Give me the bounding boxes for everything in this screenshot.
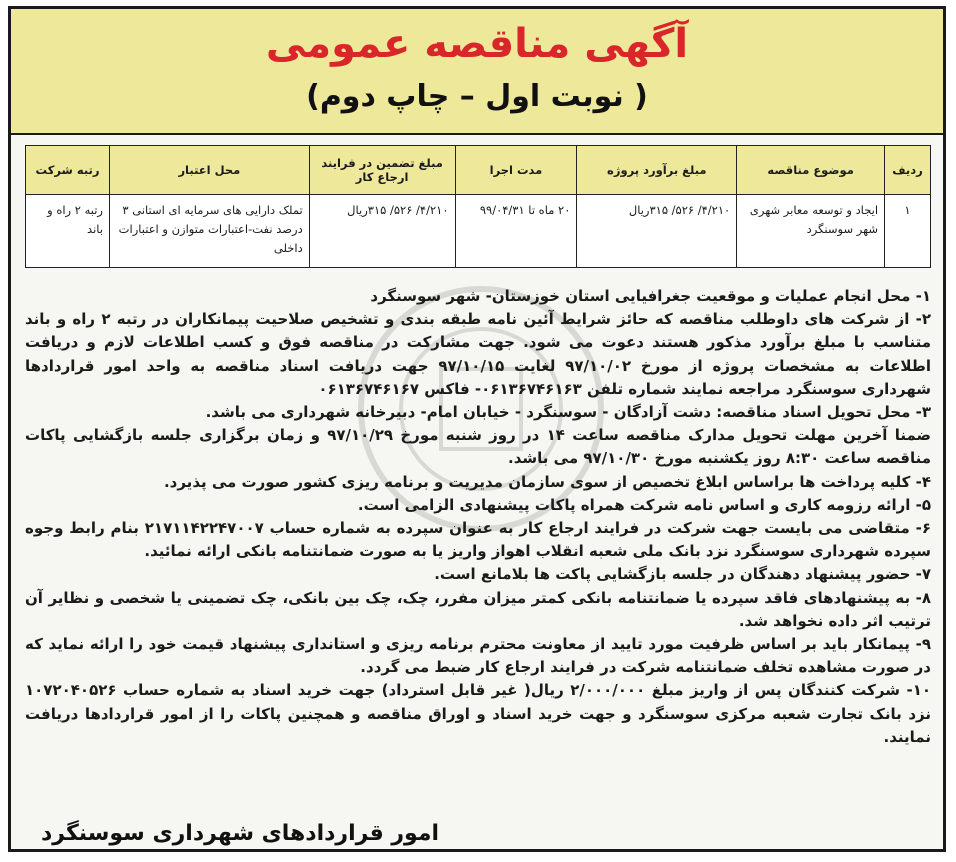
table-header-row — [26, 146, 931, 195]
tender-table — [25, 145, 931, 268]
col-header-rank: رتبه شرکت — [26, 146, 110, 195]
col-header-subject: موضوع مناقصه — [737, 146, 885, 195]
col-header-row-number: ردیف — [885, 146, 931, 195]
cell-rank: رتبه ۲ راه و باند — [26, 195, 110, 268]
clause: ۸- به پیشنهادهای فاقد سپرده یا ضمانتنامه بانکی کمتر میزان مفرر، چک، چک بین بانکی، چک تضمینی یا شخصی و نظایر آن ترتیب اثر داده نخواهد شد. — [25, 588, 931, 630]
clause: ۹- پیمانکار باید بر اساس ظرفیت مورد تایید از معاونت محترم برنامه ریزی و استانداری پیشنهاد قیمت خود را ارائه نماید که در صورت مشاهده تخلف ضمانتنامه شرکت در فرایند ارجاع کار ضبط می گردد. — [25, 635, 931, 677]
cell-estimate: ۴/۲۱۰/ ۵۲۶/ ۳۱۵ریال — [577, 195, 737, 268]
clause: ۳- محل تحویل اسناد مناقصه: دشت آزادگان - سوسنگرد - خیابان امام- دبیرخانه شهرداری می باشد. — [205, 403, 931, 422]
col-header-funding: محل اعتبار — [109, 146, 309, 195]
clause: ۱- محل انجام عملیات و موقعیت جغرافیایی استان خوزستان- شهر سوسنگرد — [370, 287, 931, 305]
clause: ۶- متقاضی می بایست جهت شرکت در فرایند ارجاع کار به عنوان سپرده به شماره حساب ۲۱۷۱۱۴۲۲۴۷۰۰۷ بنام رابط وجوه سپرده شهرداری سوسنگرد نزد بانک ملی شعبه انقلاب اهواز واریز یا به صورت ضمانتنامه بانکی ارائه نمائید. — [25, 519, 931, 561]
clause: ۷- حضور پیشنهاد دهندگان در جلسه بازگشایی پاکت ها بلامانع است. — [434, 565, 931, 584]
table-row — [26, 195, 931, 268]
header-banner — [11, 9, 943, 135]
col-header-duration: مدت اجرا — [455, 146, 577, 195]
tender-notice — [8, 6, 946, 852]
cell-subject: ایجاد و توسعه معابر شهری شهر سوسنگرد — [737, 195, 885, 268]
cell-row-number: ۱ — [885, 195, 931, 268]
cell-funding: تملک دارایی های سرمایه ای استانی ۳ درصد نفت-اعتبارات متوازن و اعتبارات داخلی — [109, 195, 309, 268]
notice-title: آگهی مناقصه عمومی — [265, 21, 689, 67]
col-header-estimate: مبلغ برآورد پروژه — [577, 146, 737, 195]
cell-guarantee: ۴/۲۱۰/ ۵۲۶/ ۳۱۵ریال — [309, 195, 455, 268]
clause: ۲- از شرکت های داوطلب مناقصه که حائز شرایط آئین نامه طبقه بندی و تشخیص صلاحیت پیمانکاران در رتبه ۲ راه و باند متناسب با مبلغ برآورد مذکور هستند دعوت می شود. جهت مشارکت در مناقصه فوق و کسب اطلاعات لازم و دریافت اطلاعات به مشخصات پروژه از مورخ ۹۷/۱۰/۰۲ لغایت ۹۷/۱۰/۱۵ جهت دریافت اسناد مناقصه به واحد امور قراردادها شهرداری سوسنگرد مراجعه نمایند شماره تلفن ۰۶۱۳۶۷۴۶۱۶۳- فاکس ۰۶۱۳۶۷۴۶۱۶۷ — [25, 310, 932, 398]
cell-duration: ۲۰ ماه تا ۹۹/۰۴/۳۱ — [455, 195, 577, 268]
col-header-guarantee: مبلغ تضمین در فرایند ارجاع کار — [309, 146, 455, 195]
notice-subtitle: ( نوبت اول – چاپ دوم) — [306, 79, 648, 114]
issuer-signature: امور قراردادهای شهرداری سوسنگرد — [41, 821, 440, 846]
clause: ۵- ارائه رزومه کاری و اساس نامه شرکت همراه پاکات پیشنهادی الزامی است. — [357, 495, 931, 514]
clause: ضمنا آخرین مهلت تحویل مدارک مناقصه ساعت ۱۴ در روز شنبه مورخ ۹۷/۱۰/۲۹ و زمان برگزاری جلسه بازگشایی پاکات مناقصه ساعت ۸:۳۰ روز یکشنبه مورخ ۹۷/۱۰/۳۰ می باشد. — [25, 426, 931, 468]
notice-body — [25, 285, 931, 749]
clause: ۱۰- شرکت کنندگان پس از واریز مبلغ ۲/۰۰۰/۰۰۰ ریال( غیر قابل استرداد) جهت خرید اسناد به شماره حساب ۱۰۷۲۰۴۰۵۲۶ نزد بانک تجارت شعبه مرکزی سوسنگرد و جهت خرید اسناد و اوراق مناقصه و همچنین پاکات را از امور قراردادها دریافت نمایند. — [25, 681, 931, 746]
clause: ۴- کلیه پرداخت ها براساس ابلاغ تخصیص از سوی سازمان مدیریت و برنامه ریزی کشور صورت می پذیرد. — [163, 472, 931, 491]
